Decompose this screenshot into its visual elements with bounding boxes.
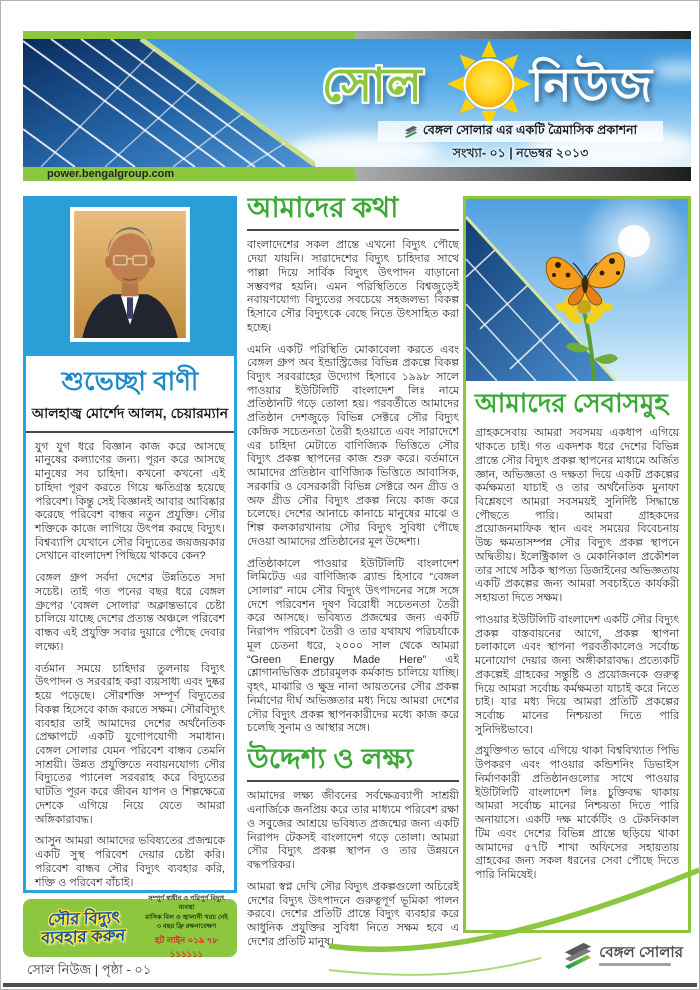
paragraph: গ্রাহকসেবায় আমরা সবসময় একধাপ এগিয়ে থাকতে চাই। গত একদশক ধরে দেশের বিভিন্ন প্রান্তে সৌর বিদ্যুৎ প্রকল্প স্থাপনের মাধ্যমে অর্জিত জ্ঞান, অভিজ্ঞতা ও দক্ষতা দিয়ে একটি প্রকল্পের কর্মক্ষমতা যাচাই ও তার অর্থনৈতিক মুনাফা বিশ্লেষণে আমরা সবসময়ই সুনির্দিষ্ট সিদ্ধান্তে পৌছতে পারি। আমরা গ্রাহকদের প্রয়োজনমাফিক স্থান এবং সময়ের বিবেচনায় উচ্চ ক্ষমতাসম্পন্ন সৌর বিদ্যুৎ প্রকল্প স্থাপনে অদ্বিতীয়। ইলেক্ট্রিকাল ও মেকানিকাল প্রকৌশল তার সাথে সঠিক স্থাপত্য ডিজাইনের অভিজ্ঞতায় একটি প্রকল্পের জন্য আমরা সবচাইতে কার্যকরী সহায়তা দিতে সক্ষম। (475, 427, 679, 605)
paragraph: আসুন আমরা আমাদের ভবিষ্যতের প্রজন্মকে একটি সুস্থ পরিবেশ দেয়ার চেষ্টা করি। পরিবেশ বান্ধব সৌর বিদ্যুৎ ব্যবহার করি, শক্তি ও পরিবেশ বাঁচাই। (35, 835, 225, 889)
top-strip-gray (355, 31, 691, 39)
promo-bullet: সম্পূর্ণ স্বাধীন ও পরিপূর্ণ বিদ্যুৎ ব্যবস্থা (148, 895, 225, 912)
paragraph: আমরা স্বপ্ন দেখি সৌর বিদ্যুৎ প্রকল্পগুলো অচিরেই দেশের বিদ্যুৎ উৎপাদনে গুরুত্বপূর্ণ ভূমিকা পালন করবে। দেশের প্রতিটি প্রান্তে বিদ্যুৎ ব্যবহার করে আধুনিক প্রযুক্তির সুবিধা নিতে সক্ষম হবে এ দেশের প্রতিটি মানুষ। (247, 880, 459, 948)
website-strip (23, 167, 691, 181)
chairman-name: আলহাজ্ব মোর্শেদ আলম, চেয়ারম্যান (26, 402, 234, 433)
sun-icon (447, 40, 531, 128)
brand-text (599, 945, 683, 966)
promo-slogan-line1: সৌর বিদ্যুৎ (47, 908, 121, 929)
bengal-solar-logo (563, 941, 683, 969)
top-strip-green (23, 31, 355, 39)
services-section (463, 196, 691, 933)
promo-bullet: মাসিক বিল ও জ্বালানী খরচ নেই (145, 913, 228, 921)
cloud-shape (651, 61, 691, 79)
promo-hotline: হট লাইন ০১৯ ৭৮ ১১১১১১ (155, 934, 218, 959)
promo-slogan-line2: ব্যবহার করুন (40, 926, 126, 948)
promo-slogan (28, 908, 139, 949)
paragraph: পাওয়ার ইউটিলিটি বাংলাদেশ একটি সৌর বিদ্যুৎ প্রকল্প বাস্তবায়নের আগে, প্রকল্প স্থাপনা চলাকালে এবং স্থাপনা পরবর্তীকালেও সর্বোচ্চ মনোযোগ দেয়ার জন্য অঙ্গীকারাবদ্ধ। প্রত্যেকটি প্রকল্পেই গ্রাহকের সন্তুষ্টি ও প্রয়োজনকে গুরুত্ব দিয়ে আমরা সর্বোচ্চ কর্মক্ষমতা যাচাই করে নিতে চাই। যার মধ্য দিয়ে আমরা প্রতিটি প্রকল্পের সর্বোচ্চ মানের নিশ্চয়তা দিতে পারি সুনিদিষ্টভাবে। (475, 613, 680, 736)
chairman-photo-box (23, 196, 237, 353)
paragraph: আমাদের লক্ষ্য জীবনের সর্বক্ষেত্রব্যাপী সাশ্রয়ী এনার্জিকে জনপ্রিয় করে তার মাধ্যমে পরিবেশ রক্ষা ও সবুজের আশ্রয়ে ভবিষ্যত প্রজন্মের জন্য একটি নিরাপদ টেকসই বাংলাদেশ গড়ে তোলা। আমরা সৌর বিদ্যুৎ প্রকল্প স্থাপন ও তার উন্নয়নে বদ্ধপরিকর। (247, 790, 459, 872)
website-url: power.bengalgroup.com (47, 168, 175, 180)
chairman-portrait-image (74, 211, 186, 338)
paragraph: বাংলাদেশের সকল প্রান্তে এখনো বিদ্যুৎ পৌছে দেয়া যায়নি। সারাদেশের বিদ্যুৎ চাহিদার সাথে পাল্লা দিয়ে সার্বিক বিদ্যুৎ উৎপাদন বাড়ানো সম্ভবপর হয়নি। এমন পরিস্থিতিতে বিশ্বজুড়েই নবায়ণযোগ্য বিদ্যুতের সবচেয়ে সহজলভ্য বিকল্প হিসাবে সৌর বিদ্যুৎকে বেছে নিতে উৎসাহিত করা হচ্ছে। (247, 239, 459, 334)
masthead-title-news: নিউজ (530, 58, 654, 111)
promo-details (142, 894, 231, 962)
website-strip-green (23, 167, 355, 181)
issue-line: সংখ্যা- ০১ | নভেম্বর ২০১৩ (452, 146, 589, 160)
masthead-banner (23, 39, 691, 167)
paragraph: এমনি একটি পরিস্থিতি মোকাবেলা করতে এবং বেঙ্গল গ্রুপ অব ইন্ডাস্ট্রিজের বিভিন্ন প্রকল্পে বিকল্প বিদ্যুৎ সরবরাহের উদ্যোগ হিসাবে ১৯৯৮ সালে পাওয়ার ইউটিলিটি বাংলাদেশ লিঃ নামে প্রতিষ্ঠানটি গড়ে তোলা হয়। পরবর্তীতে আমাদের প্রতিষ্ঠান দেশজুড়ে বিভিন্ন সেক্টরে সৌর বিদ্যুৎ কেন্দ্রিক সচেতনতা তৈরী হওয়াতে এবং সারাদেশে এর চাহিদা মেটাতে বাণিজ্যিক ভিত্তিতে সৌর বিদ্যুৎ প্রকল্প স্থাপনের কাজ শুরু করে। বর্তমানে আমাদের প্রতিষ্ঠান বাণিজ্যিক ভিত্তিতে আবাসিক, সরকারি ও বেসরকারী বিভিন্ন সেক্টরে অন গ্রীড ও অফ গ্রীড সৌর বিদ্যুৎ প্রকল্প নিয়ে কাজ করে চলেছে। দেশের আনাচে কানাচে মানুষের মাঝে ও শিল্প কলকারখানায় সৌর বিদ্যুৎ সুবিধা পৌছে দেওয়া আমাদের প্রতিষ্ঠানের মূল উদ্দেশ্য। (247, 343, 459, 548)
paragraph: বর্তমান সময়ে চাহিদার তুলনায় বিদ্যুৎ উৎপাদন ও সরবরাহ করা ব্যয়সাধ্য এবং দুষ্কর হয়ে পড়েছে। সৌরশক্তি সম্পূর্ণ বিদ্যুতের বিকল্প হিসেবে কাজ করতে সক্ষম। সৌরবিদ্যুৎ ব্যবহার তাই আমাদের দেশের অর্থনৈতিক প্রেক্ষাপটে একটি যুগোপযোগী সমাধান। বেঙ্গল সোলার যেমন পরিবেশ বান্ধব তেমনি সাশ্রয়ী। উন্নত প্রযুক্তিতে নবায়নযোগ্য সৌর বিদ্যুতের প্যানেল সরবরাহ করে বিদ্যুতের ঘাটতি পূরন করে জীবন যাপন ও শিল্পক্ষেত্রে দেশকে এগিয়ে নিয়ে যেতে আমরা অঙ্গিকারাবদ্ধ। (35, 662, 225, 826)
bottom-rule (3, 983, 697, 987)
greeting-section (23, 353, 237, 893)
paragraph: প্রযুক্তিগত ভাবে এগিয়ে থাকা বিশ্ববিখ্যাত পিভি উপকরণ এবং পাওয়ার কন্ডিশনিং ডিভাইস নির্মাণকারী প্রতিষ্ঠানগুলোর সাথে পাওয়ার ইউটিলিটি বাংলাদেশ লিঃ চুক্তিবদ্ধ থাকায় আমরা সর্বোচ্চ মানের নিশ্চয়তা দিতে পারি অনায়াসে। একটি দক্ষ মার্কেটিং ও টেকনিকাল টিম এবং দেশের বিভিন্ন প্রান্তে ছড়িয়ে থাকা আমাদের ৫৭টি শাখা অফিসের সহায়তায় গ্রাহকের জন্য সকল ধরনের সেবা পৌছে দিতে পারি নিমিষেই। (475, 745, 679, 882)
paragraph: প্রতিষ্ঠাকালে পাওয়ার ইউটিলিটি বাংলাদেশ লিমিটেড এর বাণিজ্যিক ব্র্যান্ড হিসাবে “বেঙ্গল সোলার” নামে সৌর বিদ্যুৎ উৎপাদনের সঙ্গে সঙ্গে দেশে পরিবেশন দূষণ বিরোধী সচেতনতা তৈরী করে আসছে। ভবিষ্যত প্রজন্মের জন্য একটি নিরাপদ পরিবেশ তৈরী ও তার যথাযথ পরিচর্যাকে মূল চেতনা ধরে, ২০০০ সাল থেকে আমরা “Green Energy Made Here” এই শ্লোগানভিত্তিক প্রচারমূলক কর্মকান্ড চালিয়ে যাচ্ছি। বৃহৎ, মাঝারি ও ক্ষুদ্র নানা আয়তনের সৌর প্রকল্প নির্মাণের দীর্ঘ অভিজ্ঞতার মধ্য দিয়ে আমরা দেশের সৌর বিদ্যুৎ প্রকল্প স্থাপনকারীদের মধ্যে কাজ করে চলেছি সুনাম ও আস্থার সঙ্গে। (247, 557, 459, 735)
greeting-heading: শুভেচ্ছা বাণী (61, 366, 199, 396)
paragraph: যুগ যুগ ধরে বিজ্ঞান কাজ করে আসছে মানুষের কল্যাণের জন্য। পূরন করে আসছে মানুষের সব চাহিদা। কখনো কখনো এই চাহিদা পূরণ করতে গিয়ে ক্ষতিগ্রস্ত হয়েছে পরিবেশ। কিন্তু সেই বিজ্ঞানই আবার আবিষ্কার করেছে পরিবেশ বান্ধব নতুন প্রযুক্তি। সৌর শক্তিকে কাজে লাগিয়ে উৎপন্ন করছে বিদ্যুৎ। বিশ্বব্যাপি যেখানে সৌর বিদ্যুতের জয়জয়কার সেখানে বাংলাদেশ পিছিয়ে থাকবে কেন? (35, 440, 225, 563)
top-divider-strip (23, 31, 691, 39)
page-number-label: সোল নিউজ | পৃষ্ঠা - ০১ (27, 962, 152, 977)
bengal-leaf-icon (404, 125, 418, 138)
brand-tagline-bar (599, 963, 671, 966)
website-strip-gray (355, 167, 691, 181)
paragraph: বেঙ্গল গ্রুপ সর্বদা দেশের উন্নতিতে সদা সচেষ্ট। তাই গত পনের বছর ধরে বেঙ্গল গ্রুপের 'বেঙ্গল সোলার' অক্লান্তভাবে চেষ্টা চালিয়ে যাচ্ছে দেশের প্রত্যন্ত অঞ্চলে পরিবেশ বান্ধব এই প্রযুক্তি সবার দুয়ারে পৌছে দেবার লক্ষ্যে। (35, 572, 225, 653)
bengal-leaf-icon (563, 941, 593, 969)
services-heading: আমাদের সেবাসমুহ (475, 388, 668, 418)
goals-heading: উদ্দেশ্য ও লক্ষ্য (247, 744, 459, 782)
butterfly-solar-image (466, 199, 688, 381)
solar-panel-photo (23, 39, 315, 167)
masthead-title-sol: সোল (322, 58, 423, 111)
promo-bullet: ৩ বছর ফ্রি রক্ষনাবেক্ষণ (156, 922, 217, 930)
center-column (247, 193, 459, 965)
publisher-line (378, 121, 663, 142)
publisher-text: বেঙ্গল সোলার এর একটি ত্রৈমাসিক প্রকাশনা (422, 122, 638, 137)
solar-promo-box (23, 895, 237, 959)
our-words-heading: আমাদের কথা (247, 193, 459, 231)
brand-name: বেঙ্গল সোলার (599, 943, 683, 961)
chairman-photo (70, 207, 190, 342)
